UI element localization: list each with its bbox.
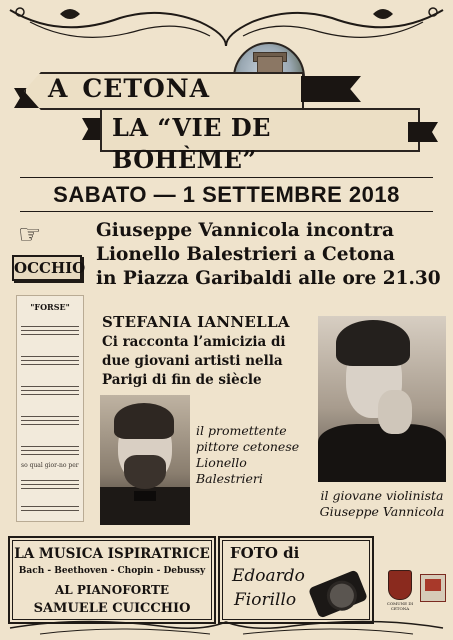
portrait-hair xyxy=(336,320,410,366)
speaker-desc-line-3: Parigi di fin de siècle xyxy=(102,372,262,388)
event-date: SABATO — 1 SETTEMBRE 2018 xyxy=(53,182,400,207)
staff-line xyxy=(21,390,79,391)
staff-line xyxy=(21,416,79,417)
crest-label: COMUNE DI CETONA xyxy=(386,601,414,611)
event-description xyxy=(96,219,446,291)
staff-line xyxy=(21,424,79,425)
portrait-beard xyxy=(124,455,166,489)
ribbon-b-right-tail xyxy=(408,122,438,142)
staff-line xyxy=(21,394,79,395)
title-line-2: LA “VIE DE BOHÈME” xyxy=(112,113,271,174)
staff-line xyxy=(21,454,79,455)
staff-line xyxy=(21,356,79,357)
photo-credit-box xyxy=(218,536,374,624)
score-lyric: so qual gior-no per xyxy=(21,462,79,469)
photographer-first-name: Edoardo xyxy=(232,566,305,586)
staff-line xyxy=(21,364,79,365)
ribbon-a-right-tail xyxy=(301,76,361,102)
portrait-hair xyxy=(114,403,174,439)
painter-portrait xyxy=(100,395,190,525)
piano-label: AL PIANOFORTE xyxy=(54,583,170,597)
portrait-bow-tie xyxy=(134,491,156,501)
painter-caption-line-1: il promettente xyxy=(196,423,287,438)
painter-caption xyxy=(196,423,316,487)
score-title: "FORSE" xyxy=(30,302,70,312)
staff-line xyxy=(21,488,79,489)
sponsor-logo-mark xyxy=(425,579,441,591)
staff-line xyxy=(21,386,79,387)
town-crest-icon xyxy=(388,570,412,600)
staff-line xyxy=(21,484,79,485)
staff-line xyxy=(21,510,79,511)
staff-line xyxy=(21,420,79,421)
bottom-ornament xyxy=(0,614,453,640)
portrait-coat xyxy=(318,424,446,482)
staff-line xyxy=(21,334,79,335)
staff-line xyxy=(21,360,79,361)
date-rule-bottom xyxy=(20,211,433,212)
staff-line xyxy=(21,446,79,447)
composers-list: Bach - Beethoven - Chopin - Debussy xyxy=(18,566,206,576)
event-line-2: Lionello Balestrieri a Cetona xyxy=(96,244,395,265)
violinist-caption xyxy=(318,488,446,520)
violinist-caption-line-2: Giuseppe Vannicola xyxy=(319,504,445,519)
sheet-music xyxy=(16,295,84,522)
event-line-1: Giuseppe Vannicola incontra xyxy=(96,220,394,241)
painter-caption-line-2: pittore cetonese xyxy=(196,439,300,454)
photographer-last-name: Fiorillo xyxy=(234,590,297,610)
painter-caption-line-3: Lionello Balestrieri xyxy=(196,455,263,486)
sponsor-logo xyxy=(420,574,446,602)
speaker-name: STEFANIA IANNELLA xyxy=(102,313,290,331)
date-rule-top xyxy=(20,177,433,178)
photo-label: FOTO di xyxy=(230,544,300,562)
speaker-description xyxy=(102,333,312,390)
title-cetona: CETONA xyxy=(82,74,210,103)
staff-line xyxy=(21,330,79,331)
staff-line xyxy=(21,506,79,507)
music-box-title: LA MUSICA ISPIRATRICE xyxy=(14,546,210,562)
portrait-hand xyxy=(378,390,412,434)
violinist-caption-line-1: il giovane violinista xyxy=(320,488,444,503)
pointing-hand-icon: ☞ xyxy=(18,220,42,250)
occhio-label: OCCHIO xyxy=(12,255,82,281)
music-box xyxy=(8,536,216,624)
staff-line xyxy=(21,326,79,327)
top-ornament xyxy=(0,0,453,60)
pianist-name: SAMUELE CUICCHIO xyxy=(33,601,191,616)
event-line-3: in Piazza Garibaldi alle ore 21.30 xyxy=(96,268,441,289)
title-line-1 xyxy=(48,73,288,105)
violinist-portrait xyxy=(318,316,446,482)
speaker-desc-line-2: due giovani artisti nella xyxy=(102,353,283,369)
title-a-letter: A xyxy=(48,74,69,103)
camera-lens xyxy=(322,576,361,615)
staff-line xyxy=(21,450,79,451)
staff-line xyxy=(21,480,79,481)
speaker-desc-line-1: Ci racconta l’amicizia di xyxy=(102,334,286,350)
